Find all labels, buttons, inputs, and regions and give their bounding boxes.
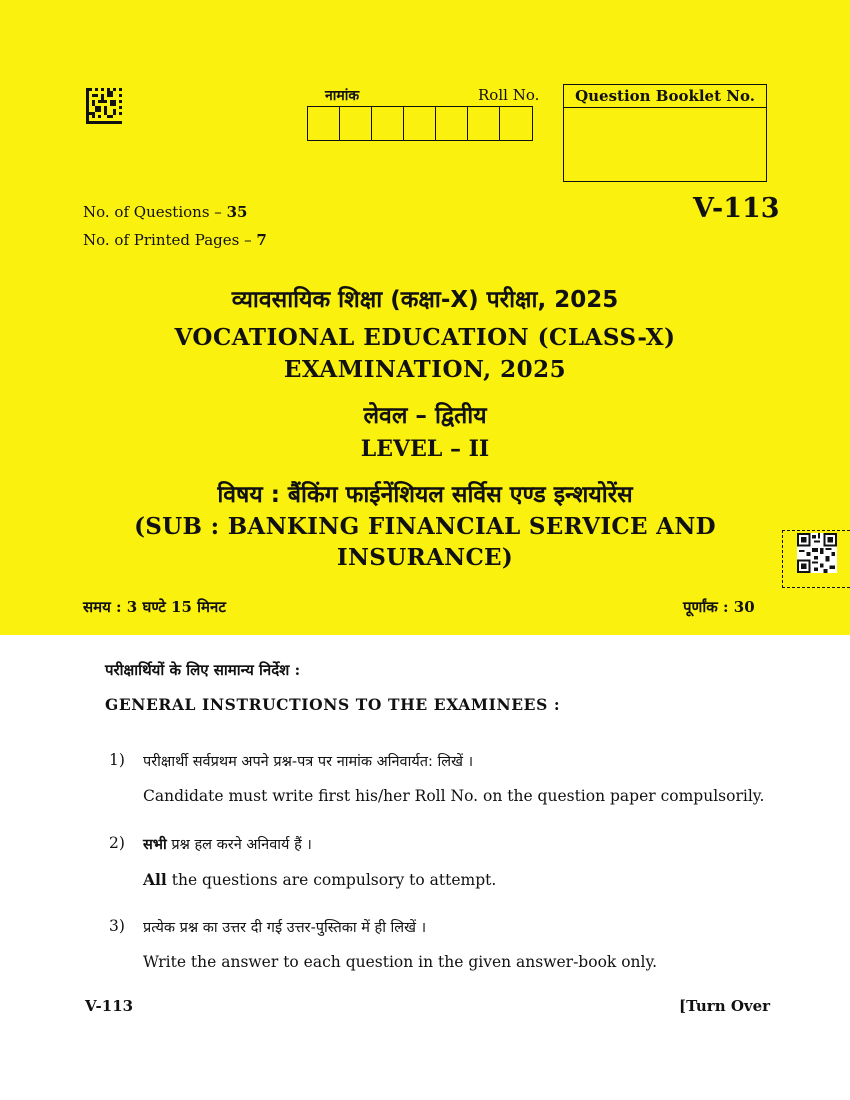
exam-title-hindi: व्यावसायिक शिक्षा (कक्षा-X) परीक्षा, 2025: [231, 287, 619, 313]
instruction-1-english: Candidate must write first his/her Roll No. on the question paper compulsorily.: [143, 787, 765, 805]
footer-paper-code: V-113: [85, 997, 134, 1015]
roll-digit-box[interactable]: [468, 107, 500, 140]
number-of-questions: No. of Questions – 35: [83, 203, 248, 221]
level-english: LEVEL – II: [360, 436, 490, 462]
instruction-number: 2): [109, 834, 125, 852]
instructions-heading-hindi: परीक्षार्थियों के लिए सामान्य निर्देश :: [105, 661, 301, 679]
roll-digit-box[interactable]: [436, 107, 468, 140]
subject-english-line2: INSURANCE): [336, 544, 514, 571]
paper-code: V-113: [693, 193, 780, 224]
subject-english-line1: (SUB : BANKING FINANCIAL SERVICE AND: [134, 513, 716, 540]
instruction-1-hindi: परीक्षार्थी सर्वप्रथम अपने प्रश्न-पत्र पर नामांक अनिवार्यत: लिखें ।: [143, 754, 474, 770]
level-hindi: लेवल – द्वितीय: [363, 403, 487, 429]
question-booklet-box[interactable]: [563, 84, 767, 182]
qr-code-icon: [797, 533, 837, 573]
instruction-number: 1): [109, 751, 125, 769]
instruction-2-hindi: सभी प्रश्न हल करने अनिवार्य हैं ।: [143, 837, 312, 853]
roll-digit-box[interactable]: [404, 107, 436, 140]
roll-digit-box[interactable]: [308, 107, 340, 140]
roll-digit-box[interactable]: [372, 107, 404, 140]
roll-digit-box[interactable]: [340, 107, 372, 140]
number-of-pages: No. of Printed Pages – 7: [83, 231, 267, 249]
turn-over-label: [Turn Over: [679, 997, 771, 1015]
roll-digit-box[interactable]: [500, 107, 532, 140]
instruction-3-hindi: प्रत्येक प्रश्न का उत्तर दी गई उत्तर-पुस्तिका में ही लिखें ।: [143, 920, 427, 936]
maximum-marks: पूर्णांक : 30: [683, 598, 755, 616]
instructions-heading: GENERAL INSTRUCTIONS TO THE EXAMINEES :: [105, 695, 561, 714]
exam-title-line2: EXAMINATION, 2025: [283, 356, 567, 383]
instruction-2-english: All the questions are compulsory to attempt.: [143, 870, 497, 889]
qr-code-frame: [782, 530, 850, 588]
roll-number-label: Roll No.: [478, 86, 540, 104]
instruction-3-english: Write the answer to each question in the given answer-book only.: [143, 953, 658, 971]
subject-hindi: विषय : बैंकिंग फाईनेंशियल सर्विस एण्ड इन्शयोरेंस: [217, 482, 633, 508]
datamatrix-code-icon: [86, 88, 122, 124]
roll-number-boxes[interactable]: [307, 106, 533, 141]
roll-number-label-hindi: नामांक: [325, 88, 360, 104]
question-booklet-label: Question Booklet No.: [564, 85, 766, 108]
exam-title-line1: VOCATIONAL EDUCATION (CLASS-X): [174, 324, 676, 351]
instruction-number: 3): [109, 917, 125, 935]
exam-duration: समय : 3 घण्टे 15 मिनट: [83, 598, 226, 616]
